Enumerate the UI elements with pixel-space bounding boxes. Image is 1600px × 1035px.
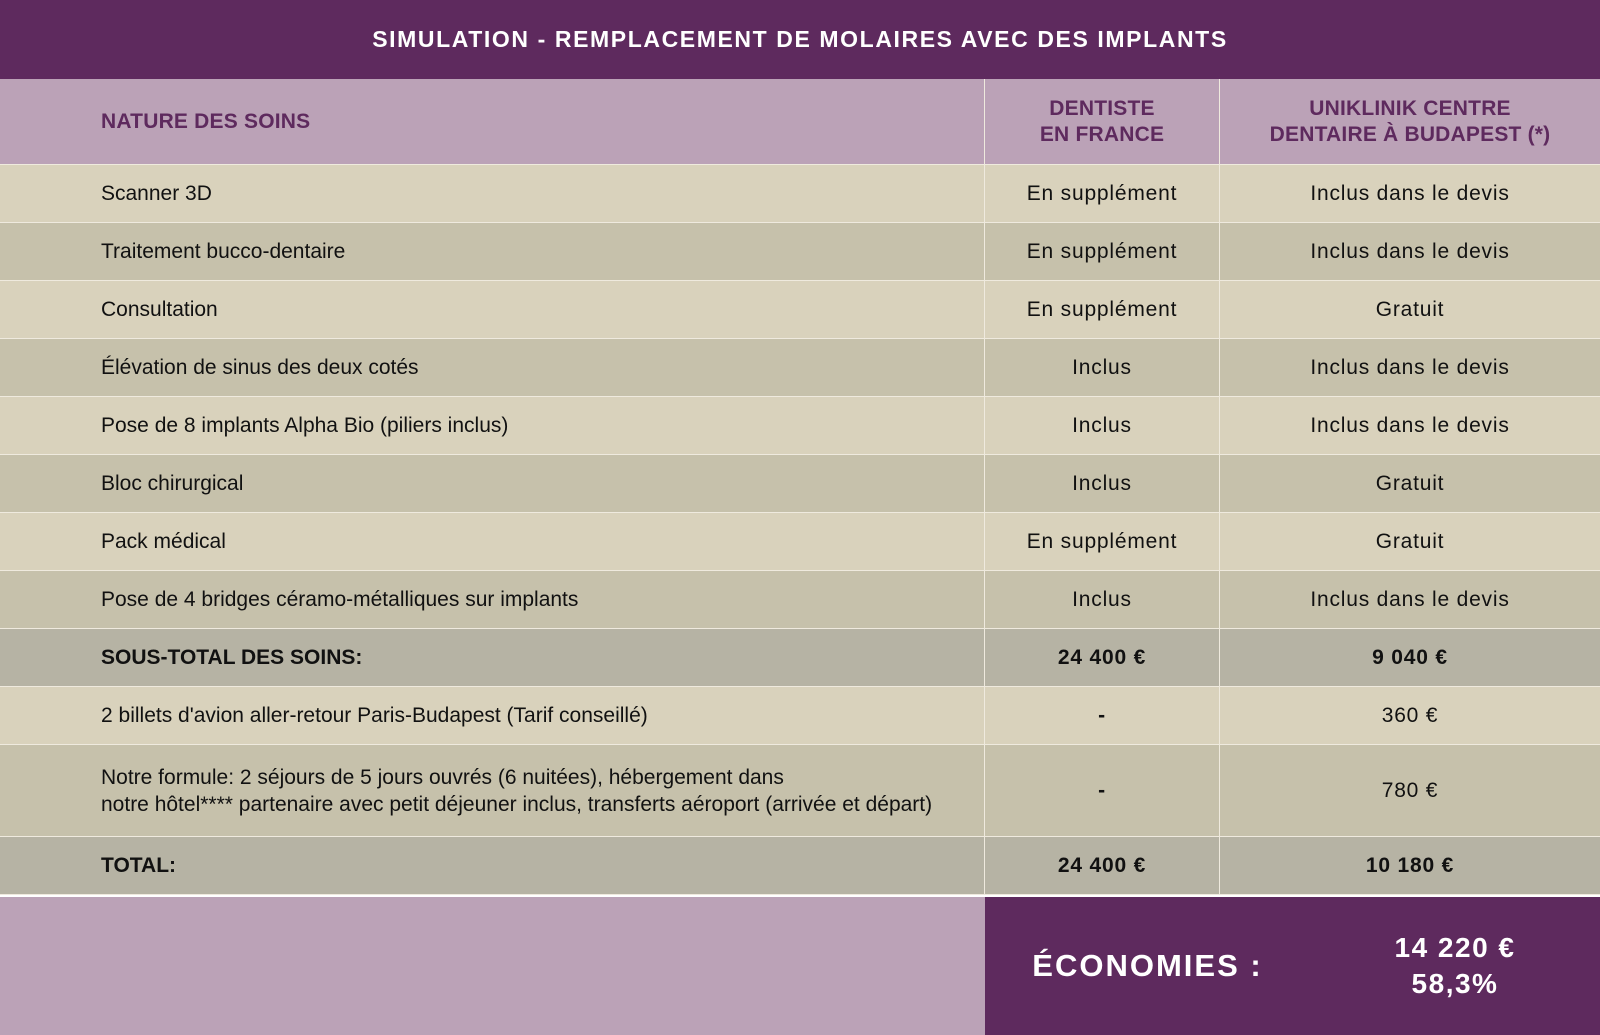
savings-footer — [0, 897, 1600, 1035]
row-label: Bloc chirurgical — [0, 455, 985, 512]
row-budapest-value: Gratuit — [1375, 471, 1445, 495]
total-budapest: 10 180 € — [1365, 853, 1455, 877]
savings-amount: 14 220 € — [1394, 932, 1516, 963]
total-row — [0, 837, 1600, 895]
table-row — [0, 339, 1600, 397]
formula-label-line1: Notre formule: 2 séjours de 5 jours ouvrés (6 nuitées), hébergement dans — [101, 765, 784, 789]
formula-budapest: 780 € — [1381, 778, 1439, 802]
subtotal-row — [0, 629, 1600, 687]
row-france-value: En supplément — [985, 281, 1220, 338]
table-row — [0, 281, 1600, 339]
total-label: TOTAL: — [0, 837, 985, 894]
flights-row — [0, 687, 1600, 745]
header-france-line1: DENTISTE — [1049, 96, 1155, 120]
table-row — [0, 513, 1600, 571]
table-row — [0, 397, 1600, 455]
header-budapest-line2: DENTAIRE À BUDAPEST (*) — [1269, 122, 1551, 146]
row-france-value: Inclus — [985, 397, 1220, 454]
row-budapest-value: Gratuit — [1375, 529, 1445, 553]
table-header — [0, 79, 1600, 165]
formula-france: - — [985, 745, 1220, 836]
row-france-value: En supplément — [985, 165, 1220, 222]
footer-spacer — [0, 897, 985, 1035]
header-france-line2: EN FRANCE — [1039, 122, 1165, 146]
total-france: 24 400 € — [985, 837, 1220, 894]
comparison-table — [0, 79, 1600, 895]
header-budapest — [1220, 79, 1600, 164]
savings-values — [1310, 930, 1600, 1002]
savings-box — [985, 897, 1600, 1035]
table-row — [0, 223, 1600, 281]
table-row — [0, 571, 1600, 629]
flights-label: 2 billets d'avion aller-retour Paris-Budapest (Tarif conseillé) — [0, 687, 985, 744]
header-care-type: NATURE DES SOINS — [0, 79, 985, 164]
row-budapest-value: Inclus dans le devis — [1310, 413, 1510, 437]
flights-france: - — [985, 687, 1220, 744]
row-france-value: Inclus — [985, 455, 1220, 512]
row-label: Traitement bucco-dentaire — [0, 223, 985, 280]
table-row — [0, 455, 1600, 513]
row-label: Pose de 8 implants Alpha Bio (piliers inclus) — [0, 397, 985, 454]
row-france-value: Inclus — [985, 571, 1220, 628]
savings-percent: 58,3% — [1411, 968, 1499, 999]
row-label: Pack médical — [0, 513, 985, 570]
row-budapest-value: Gratuit — [1375, 297, 1445, 321]
row-label: Pose de 4 bridges céramo-métalliques sur implants — [0, 571, 985, 628]
formula-label-line2: notre hôtel**** partenaire avec petit déjeuner inclus, transferts aéroport (arrivée et départ) — [101, 792, 933, 816]
savings-label: ÉCONOMIES : — [1032, 948, 1263, 983]
subtotal-budapest: 9 040 € — [1372, 645, 1448, 669]
header-france — [985, 79, 1220, 164]
row-budapest-value: Inclus dans le devis — [1310, 181, 1510, 205]
flights-budapest: 360 € — [1381, 703, 1439, 727]
row-label: Élévation de sinus des deux cotés — [0, 339, 985, 396]
subtotal-france: 24 400 € — [985, 629, 1220, 686]
row-label: Scanner 3D — [0, 165, 985, 222]
row-budapest-value: Inclus dans le devis — [1310, 355, 1510, 379]
row-budapest-value: Inclus dans le devis — [1310, 587, 1510, 611]
row-france-value: Inclus — [985, 339, 1220, 396]
page-title: SIMULATION - REMPLACEMENT DE MOLAIRES AVEC DES IMPLANTS — [0, 0, 1600, 79]
formula-row — [0, 745, 1600, 837]
formula-label — [0, 745, 985, 836]
subtotal-label: SOUS-TOTAL DES SOINS: — [0, 629, 985, 686]
row-label: Consultation — [0, 281, 985, 338]
table-row — [0, 165, 1600, 223]
row-france-value: En supplément — [985, 513, 1220, 570]
row-budapest-value: Inclus dans le devis — [1310, 239, 1510, 263]
row-france-value: En supplément — [985, 223, 1220, 280]
header-budapest-line1: UNIKLINIK CENTRE — [1309, 96, 1511, 120]
